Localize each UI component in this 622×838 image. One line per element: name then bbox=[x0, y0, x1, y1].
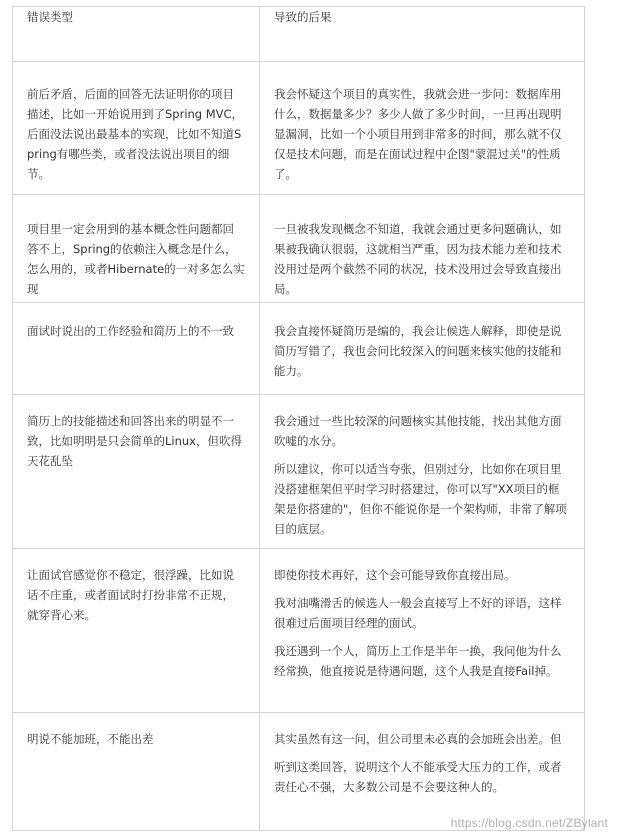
header-consequence: 导致的后果 bbox=[260, 7, 585, 62]
error-type-cell bbox=[13, 62, 260, 195]
table-row bbox=[13, 549, 585, 713]
consequence-cell bbox=[260, 303, 585, 395]
error-type-text: 让面试官感觉你不稳定，很浮躁，比如说话不庄重，或者面试时打扮非常不正规，就穿背心来。 bbox=[27, 568, 234, 622]
table-header-row bbox=[13, 7, 585, 62]
error-type-cell bbox=[13, 713, 260, 831]
table-row bbox=[13, 303, 585, 395]
consequence-cell bbox=[260, 713, 585, 831]
consequence-text: 我还遇到一个人，简历上工作是半年一换，我问他为什么经常换，他直接说是待遇问题，这个人我是直接Fail掉。 bbox=[274, 644, 562, 678]
error-type-cell bbox=[13, 303, 260, 395]
table-row bbox=[13, 395, 585, 549]
consequence-text: 我会通过一些比较深的问题核实其他技能，找出其他方面吹嘘的水分。 bbox=[274, 414, 562, 448]
error-type-text: 明说不能加班，不能出差 bbox=[27, 732, 154, 746]
watermark-text: https://blog.csdn.net/ZBylant bbox=[450, 816, 608, 830]
error-type-text: 项目里一定会用到的基本概念性问题都回答不上，Spring的依赖注入概念是什么，怎么用的，或者Hibernate的一对多怎么实现 bbox=[27, 222, 245, 296]
consequence-text: 其实虽然有这一问，但公司里未必真的会加班会出差。但 bbox=[274, 732, 562, 746]
consequence-cell bbox=[260, 62, 585, 195]
consequence-cell bbox=[260, 195, 585, 303]
consequence-cell bbox=[260, 395, 585, 549]
interview-errors-table bbox=[12, 6, 585, 831]
table-row bbox=[13, 62, 585, 195]
table-row bbox=[13, 713, 585, 831]
table-row bbox=[13, 195, 585, 303]
error-type-text: 简历上的技能描述和回答出来的明显不一致，比如明明是只会简单的Linux，但吹得天花乱坠 bbox=[27, 414, 242, 468]
header-error-type: 错误类型 bbox=[13, 7, 260, 62]
consequence-cell bbox=[260, 549, 585, 713]
consequence-text: 所以建议，你可以适当夸张，但别过分，比如你在项目里没搭建框架但平时学习时搭建过，你可以写"XX项目的框架是你搭建的"，但你不能说你是一个架构师，非常了解项目的底层。 bbox=[274, 462, 567, 536]
error-type-text: 前后矛盾，后面的回答无法证明你的项目描述，比如一开始说用到了Spring MVC，后面没法说出最基本的实现，比如不知道Spring有哪些类，或者没法说出项目的细节。 bbox=[27, 87, 244, 181]
consequence-text: 一旦被我发现概念不知道，我就会通过更多问题确认，如果被我确认很弱，这就相当严重，因为技术能力差和技术没用过是两个截然不同的状况，技术没用过会导致直接出局。 bbox=[274, 222, 562, 296]
consequence-text: 听到这类回答，说明这个人不能承受大压力的工作，或者责任心不强，大多数公司是不会要这种人的。 bbox=[274, 760, 562, 794]
consequence-text: 我对油嘴滑舌的候选人一般会直接写上不好的评语，这样很难过后面项目经理的面试。 bbox=[274, 596, 562, 630]
error-type-cell bbox=[13, 195, 260, 303]
error-type-text: 面试时说出的工作经验和简历上的不一致 bbox=[27, 324, 234, 338]
error-type-cell bbox=[13, 549, 260, 713]
consequence-text: 我会直接怀疑简历是编的，我会让候选人解释，即使是说简历写错了，我也会问比较深入的问题来核实他的技能和能力。 bbox=[274, 324, 562, 378]
consequence-text: 我会怀疑这个项目的真实性，我就会进一步问：数据库用什么，数据量多少？多少人做了多少时间，一旦再出现明显漏洞，比如一个小项目用到非常多的时间，那么就不仅仅是技术问题，而是在面试过程中企图"蒙混过关"的性质了。 bbox=[274, 87, 562, 181]
error-type-cell bbox=[13, 395, 260, 549]
consequence-text: 即使你技术再好，这个会可能导致你直接出局。 bbox=[274, 568, 516, 582]
